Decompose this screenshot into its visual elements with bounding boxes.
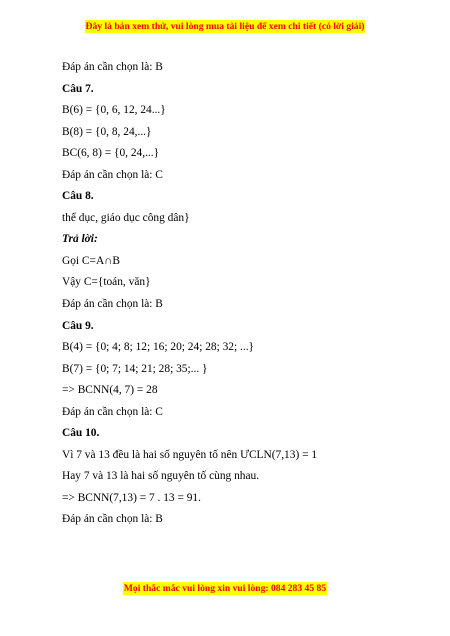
solution-line: B(4) = {0; 4; 8; 12; 16; 20; 24; 28; 32; ...} bbox=[62, 341, 255, 354]
solution-line: Vậy C={toán, văn} bbox=[62, 276, 151, 289]
solution-line: thể dục, giáo dục công dân} bbox=[62, 211, 190, 224]
answer-line: Đáp án cần chọn là: B bbox=[62, 513, 163, 526]
answer-line: Đáp án cần chọn là: C bbox=[62, 168, 163, 181]
solution-line: B(7) = {0; 7; 14; 21; 28; 35;... } bbox=[62, 362, 208, 375]
question-heading: Câu 10. bbox=[62, 427, 100, 440]
solution-line: => BCNN(7,13) = 7 . 13 = 91. bbox=[62, 491, 201, 504]
answer-line: Đáp án cần chọn là: B bbox=[62, 61, 163, 73]
question-heading: Câu 8. bbox=[62, 190, 94, 203]
document-body bbox=[62, 61, 402, 535]
contact-text: Mọi thắc mắc vui lòng xin vui lòng: 084 283 45 85 bbox=[123, 583, 327, 594]
contact-banner bbox=[0, 583, 450, 595]
answer-line: Đáp án cần chọn là: B bbox=[62, 298, 163, 311]
preview-notice-banner bbox=[0, 21, 450, 33]
answer-line: Đáp án cần chọn là: C bbox=[62, 405, 163, 418]
solution-line: B(8) = {0, 8, 24,...} bbox=[62, 125, 152, 138]
solution-line: B(6) = {0, 6, 12, 24...} bbox=[62, 104, 166, 117]
question-heading: Câu 9. bbox=[62, 319, 94, 332]
question-heading: Câu 7. bbox=[62, 82, 94, 95]
preview-notice-text: Đây là bản xem thử, vui lòng mua tài liệu để xem chi tiết (có lời giải) bbox=[85, 21, 365, 32]
solution-line: Vì 7 và 13 đều là hai số nguyên tố nên ƯCLN(7,13) = 1 bbox=[62, 448, 318, 461]
solution-line: Hay 7 và 13 là hai số nguyên tố cùng nhau. bbox=[62, 470, 260, 483]
solution-line: BC(6, 8) = {0, 24,...} bbox=[62, 147, 160, 160]
answer-heading: Trả lời: bbox=[62, 233, 98, 246]
solution-line: Gọi C=A∩B bbox=[62, 254, 121, 267]
solution-line: => BCNN(4, 7) = 28 bbox=[62, 384, 158, 397]
